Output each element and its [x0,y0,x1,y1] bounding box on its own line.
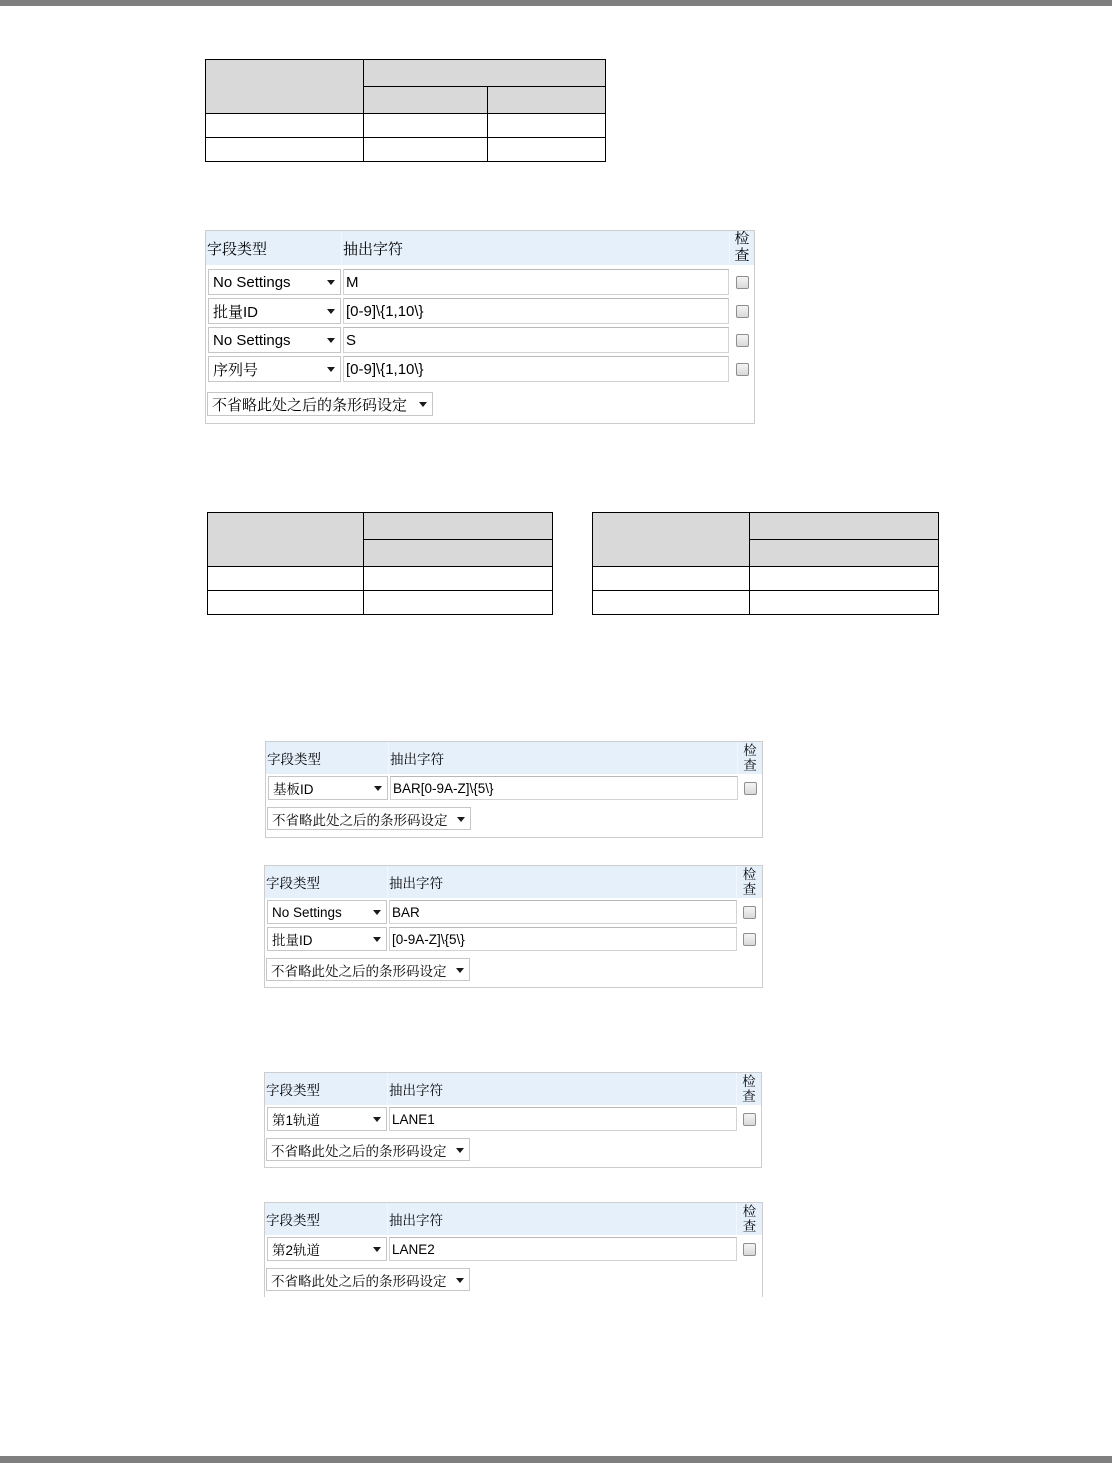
table-row [208,591,553,615]
extract-chars-value: [0-9]\{1,10\} [346,360,424,378]
table-cell [208,591,364,615]
field-type-select[interactable] [208,327,341,353]
chevron-down-icon [456,1148,464,1153]
field-type-select[interactable] [267,900,387,924]
table-cell [206,138,364,162]
field-type-value: 第2轨道 [272,1243,321,1258]
field-type-header: 字段类型 [265,866,388,898]
extract-chars-header: 抽出字符 [388,1073,737,1105]
table-row [206,114,606,138]
chevron-down-icon [373,1117,381,1122]
field-type-select[interactable] [208,356,341,382]
check-header: 检查 [742,866,757,897]
chevron-down-icon [373,910,381,915]
field-type-value: 基板ID [273,782,314,797]
field-type-header: 字段类型 [206,231,342,265]
barcode-settings-panel [264,1202,763,1297]
field-type-value: No Settings [213,273,291,291]
extract-chars-value: [0-9A-Z]\{5\} [392,931,465,947]
check-checkbox[interactable] [736,276,749,289]
table-row [208,567,553,591]
field-type-value: 批量ID [272,933,313,948]
chevron-down-icon [327,309,335,314]
check-checkbox[interactable] [736,305,749,318]
table-row [593,567,939,591]
empty-table [207,512,553,615]
check-header: 检查 [742,1073,756,1104]
chevron-down-icon [374,786,382,791]
field-type-select[interactable] [267,1237,387,1261]
check-header-cell [737,1073,761,1105]
field-type-value: 序列号 [213,361,259,379]
barcode-settings-panel [265,741,763,838]
panel-header [265,1073,761,1105]
table-header-cell [364,60,606,87]
extract-chars-input[interactable] [389,927,737,951]
chevron-down-icon [456,1278,464,1283]
panel-header [265,866,762,898]
chevron-down-icon [456,968,464,973]
check-header-cell [730,231,754,265]
table-subheader-cell [750,540,939,567]
empty-table [205,59,606,162]
field-type-header: 字段类型 [265,1203,388,1235]
field-type-header: 字段类型 [266,742,389,774]
table-header-cell [364,513,553,540]
check-header-cell [737,1203,762,1235]
check-checkbox[interactable] [743,1113,756,1126]
extract-chars-input[interactable] [389,1107,737,1131]
field-type-value: 第1轨道 [272,1113,321,1128]
check-checkbox[interactable] [743,1243,756,1256]
field-row [208,327,754,353]
field-type-value: 批量ID [213,303,259,321]
barcode-omission-value: 不省略此处之后的条形码设定 [271,1143,447,1159]
table-cell [750,591,939,615]
check-header-cell [738,742,762,774]
field-type-value: No Settings [272,904,342,920]
extract-chars-value: BAR [392,904,420,920]
chevron-down-icon [373,937,381,942]
table-header-cell [206,60,364,114]
chevron-down-icon [327,338,335,343]
check-checkbox[interactable] [743,933,756,946]
field-type-select[interactable] [208,269,341,295]
table-cell [364,138,488,162]
extract-chars-input[interactable] [389,1237,737,1261]
check-checkbox[interactable] [736,334,749,347]
panel-header [206,231,754,265]
table-cell [488,114,606,138]
table-cell [208,567,364,591]
field-row [268,776,762,800]
extract-chars-header: 抽出字符 [388,1203,737,1235]
barcode-omission-select[interactable] [207,392,433,416]
field-row [267,900,762,924]
field-row [208,269,754,295]
table-row [206,138,606,162]
extract-chars-input[interactable] [343,356,729,382]
table-cell [364,114,488,138]
chevron-down-icon [373,1247,381,1252]
chevron-down-icon [327,367,335,372]
table-header-cell [750,513,939,540]
barcode-omission-value: 不省略此处之后的条形码设定 [271,963,447,979]
table-cell [206,114,364,138]
field-type-select[interactable] [267,927,387,951]
table-cell [750,567,939,591]
barcode-omission-select[interactable] [266,1138,470,1161]
field-row [208,298,754,324]
check-checkbox[interactable] [736,363,749,376]
table-cell [593,591,750,615]
table-row [593,591,939,615]
check-header: 检查 [742,1203,757,1234]
chevron-down-icon [457,817,465,822]
field-type-select[interactable] [208,298,341,324]
extract-chars-input[interactable] [343,327,729,353]
check-checkbox[interactable] [744,782,757,795]
check-header: 检查 [743,742,757,773]
field-type-select[interactable] [268,776,388,800]
barcode-omission-value: 不省略此处之后的条形码设定 [272,812,448,828]
extract-chars-value: M [346,273,359,291]
extract-chars-value: LANE2 [392,1241,435,1257]
table-header-cell [208,513,364,567]
table-cell [364,567,553,591]
field-row [267,927,762,951]
field-row [208,356,754,382]
barcode-omission-select[interactable] [267,807,471,830]
page-bottom-rule [0,1456,1112,1463]
barcode-omission-value: 不省略此处之后的条形码设定 [212,396,408,414]
table-subheader-cell [364,540,553,567]
table-cell [488,138,606,162]
field-type-value: No Settings [213,331,291,349]
extract-chars-input[interactable] [343,269,729,295]
extract-chars-header: 抽出字符 [342,231,730,265]
extract-chars-value: LANE1 [392,1111,435,1127]
check-header: 检查 [734,230,750,264]
barcode-settings-panel [264,1072,762,1168]
table-subheader-cell [488,87,606,114]
panel-header [265,1203,762,1235]
table-header-cell [593,513,750,567]
extract-chars-header: 抽出字符 [388,866,737,898]
barcode-settings-panel [264,865,763,988]
barcode-settings-panel [205,230,755,424]
table-cell [593,567,750,591]
barcode-omission-value: 不省略此处之后的条形码设定 [271,1273,447,1289]
check-checkbox[interactable] [743,906,756,919]
empty-table [592,512,939,615]
field-type-select[interactable] [267,1107,387,1131]
table-subheader-cell [364,87,488,114]
extract-chars-input[interactable] [389,900,737,924]
table-cell [364,591,553,615]
chevron-down-icon [419,402,427,407]
barcode-omission-select[interactable] [266,958,470,981]
extract-chars-value: S [346,331,357,349]
extract-chars-header: 抽出字符 [389,742,738,774]
extract-chars-value: BAR[0-9A-Z]\{5\} [393,780,494,796]
check-header-cell [737,866,762,898]
panel-header [266,742,762,774]
barcode-omission-select[interactable] [266,1268,470,1291]
field-type-header: 字段类型 [265,1073,388,1105]
page-top-rule [0,0,1112,6]
field-row [267,1107,761,1131]
field-row [267,1237,762,1261]
extract-chars-input[interactable] [390,776,738,800]
extract-chars-value: [0-9]\{1,10\} [346,302,424,320]
chevron-down-icon [327,280,335,285]
extract-chars-input[interactable] [343,298,729,324]
